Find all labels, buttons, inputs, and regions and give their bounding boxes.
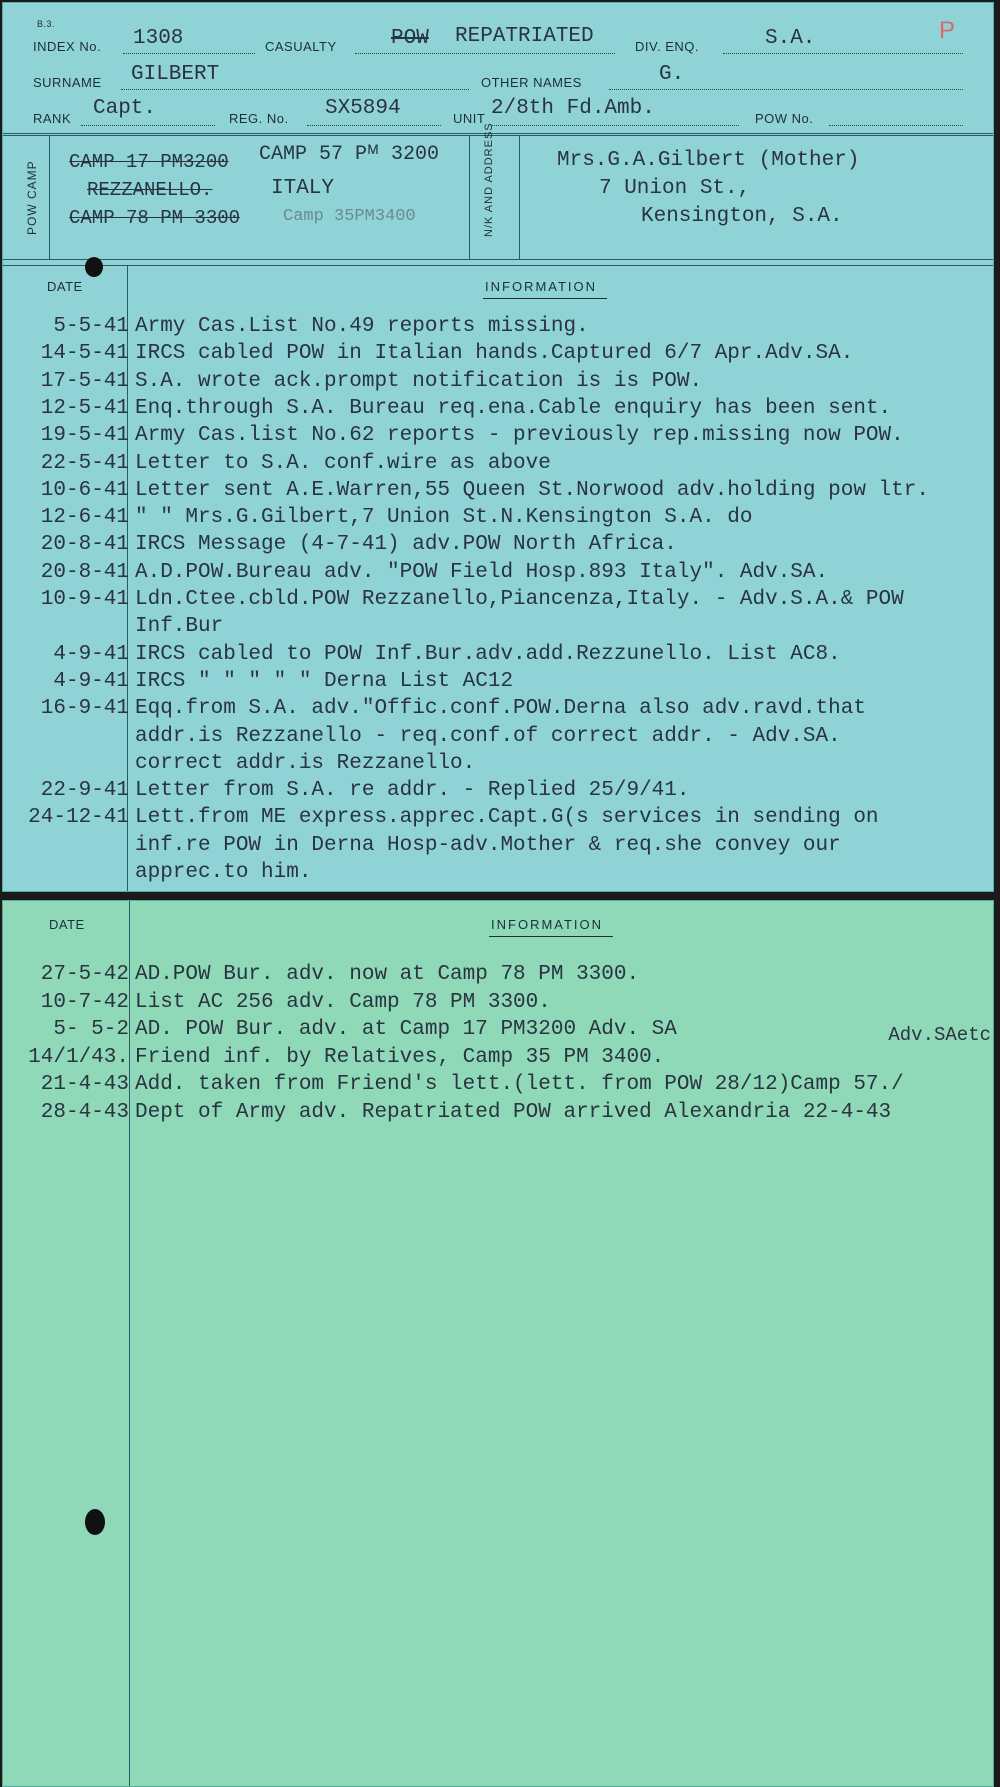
entry-info: Enq.through S.A. Bureau req.ena.Cable enquiry has been sent. (135, 396, 892, 420)
entry-row (3, 506, 995, 533)
entry-date: 22-5-41 (40, 451, 129, 475)
entry-row (3, 670, 995, 697)
casualty-label: CASUALTY (265, 39, 337, 54)
front-card (2, 2, 994, 892)
entry-info: Friend inf. by Relatives, Camp 35 PM 3400. (135, 1045, 665, 1069)
other-names-value: G. (659, 63, 685, 86)
entry-info: Letter to S.A. conf.wire as above (135, 451, 551, 475)
entry-date: 10-9-41 (40, 588, 129, 611)
entry-date: 5-5-41 (53, 315, 129, 338)
address-line-2: 7 Union St., (599, 177, 751, 200)
entry-row (3, 615, 995, 642)
entry-date: 20-8-41 (40, 560, 129, 584)
entry-info: List AC 256 adv. Camp 78 PM 3300. (135, 990, 551, 1014)
entry-info: IRCS cabled POW in Italian hands.Captured 6/7 Apr.Adv.SA. (135, 342, 854, 366)
entry-row (3, 588, 995, 615)
entry-info: " " Mrs.G.Gilbert,7 Union St.N.Kensington S.A. do (135, 506, 753, 530)
entry-info: Lett.from ME express.apprec.Capt.G(s services in sending on (135, 806, 879, 830)
address-line-1: Mrs.G.A.Gilbert (Mother) (557, 149, 860, 172)
entry-row (3, 561, 995, 588)
entry-row (3, 370, 995, 397)
rank-label: RANK (33, 111, 72, 126)
entry-info: IRCS Message (4-7-41) adv.POW North Africa. (135, 533, 677, 557)
entry-info: addr.is Rezzanello - req.conf.of correct addr. - Adv.SA. (135, 724, 841, 748)
entry-row (3, 452, 995, 479)
back-date-header: DATE (49, 917, 85, 932)
entry-date: 5- 5-2 (53, 1018, 129, 1041)
unit-label: UNIT (453, 111, 486, 126)
index-value: 1308 (133, 27, 184, 50)
info-header: INFORMATION (485, 279, 598, 294)
pencil-mark: P (939, 17, 956, 44)
camp-line-1-struck: CAMP 17 PM3200 (69, 151, 229, 173)
entry-row (3, 779, 995, 806)
entry-date: 17-5-41 (40, 369, 129, 393)
unit-value: 2/8th Fd.Amb. (491, 97, 655, 120)
entry-date: 14-5-41 (40, 342, 129, 366)
casualty-value: REPATRIATED (455, 25, 594, 48)
entry-info: Eqq.from S.A. adv."Offic.conf.POW.Derna also adv.ravd.that (135, 697, 866, 721)
entry-row (3, 861, 995, 888)
entry-date: 24-12-41 (28, 806, 129, 830)
entry-row (3, 834, 995, 861)
entry-row (3, 397, 995, 424)
camp-line-3-struck: CAMP 78 PM 3300 (69, 207, 241, 229)
entry-date: 16-9-41 (40, 697, 129, 721)
entry-date: 20-8-41 (40, 533, 129, 557)
entry-info: Inf.Bur (135, 615, 224, 639)
surname-label: SURNAME (33, 75, 102, 90)
entry-row (3, 752, 995, 779)
entry-row (3, 963, 995, 990)
entry-row (3, 1073, 995, 1100)
entry-info: IRCS " " " " " Derna List AC12 (135, 669, 514, 693)
back-info-header: INFORMATION (491, 917, 604, 932)
entry-info: S.A. wrote ack.prompt notification is is POW. (135, 369, 703, 393)
entry-info: Army Cas.List No.49 reports missing. (135, 315, 589, 338)
back-card (2, 900, 994, 1787)
casualty-struck: POW (391, 27, 429, 50)
entry-info: A.D.POW.Bureau adv. "POW Field Hosp.893 Italy". Adv.SA. (135, 560, 829, 584)
entry-row (3, 697, 995, 724)
entry-info: AD. POW Bur. adv. at Camp 17 PM3200 Adv. SA (135, 1018, 677, 1041)
entry-date: 14/1/43. (28, 1045, 129, 1069)
camp-line-2-struck: REZZANELLO. (87, 179, 213, 201)
entry-row (3, 342, 995, 369)
entry-date: 27-5-42 (40, 963, 129, 986)
pow-camp-label: POW CAMP (25, 160, 39, 235)
entry-row (3, 725, 995, 752)
camp-line-2: ITALY (271, 177, 335, 200)
entry-row (3, 315, 995, 342)
entry-row (3, 1018, 995, 1045)
entry-row (3, 533, 995, 560)
form-code: B.3. (37, 19, 56, 29)
rank-value: Capt. (93, 97, 157, 120)
entry-date: 19-5-41 (40, 424, 129, 448)
entry-info: IRCS cabled to POW Inf.Bur.adv.add.Rezzunello. List AC8. (135, 642, 841, 666)
camp-line-3: Camp 35PM3400 (283, 207, 416, 226)
entry-info: AD.POW Bur. adv. now at Camp 78 PM 3300. (135, 963, 640, 986)
entry-row (3, 806, 995, 833)
entry-note: Adv.SAetc (888, 1023, 991, 1046)
entry-date: 4-9-41 (53, 669, 129, 693)
reg-value: SX5894 (325, 97, 401, 120)
nk-address-label: N/K AND ADDRESS (483, 122, 495, 237)
entry-date: 28-4-43 (40, 1100, 129, 1124)
address-line-3: Kensington, S.A. (641, 205, 843, 228)
entry-row (3, 1101, 995, 1128)
entry-info: Letter from S.A. re addr. - Replied 25/9/41. (135, 779, 690, 803)
entry-date: 12-6-41 (40, 506, 129, 530)
entry-info: Letter sent A.E.Warren,55 Queen St.Norwood adv.holding pow ltr. (135, 478, 929, 502)
entry-info: inf.re POW in Derna Hosp-adv.Mother & req.she convey our (135, 833, 841, 857)
entry-row (3, 424, 995, 451)
pow-no-label: POW No. (755, 111, 814, 126)
entry-date: 21-4-43 (40, 1073, 129, 1096)
date-header: DATE (47, 279, 83, 294)
entry-info: Add. taken from Friend's lett.(lett. from POW 28/12)Camp 57./ (135, 1073, 904, 1096)
div-enq-label: DIV. ENQ. (635, 39, 699, 54)
entry-date: 10-7-42 (40, 990, 129, 1014)
entry-info: apprec.to him. (135, 861, 312, 884)
reg-label: REG. No. (229, 111, 289, 126)
surname-value: GILBERT (131, 63, 220, 86)
entry-info: Dept of Army adv. Repatriated POW arrived Alexandria 22-4-43 (135, 1100, 892, 1124)
entry-date: 4-9-41 (53, 642, 129, 666)
camp-line-1: CAMP 57 Pᴹ 3200 (259, 143, 440, 166)
entry-info: Army Cas.list No.62 reports - previously rep.missing now POW. (135, 424, 904, 448)
entry-row (3, 991, 995, 1018)
entry-row (3, 479, 995, 506)
entry-info: Ldn.Ctee.cbld.POW Rezzanello,Piancenza,Italy. - Adv.S.A.& POW (135, 588, 904, 611)
index-label: INDEX No. (33, 39, 102, 54)
div-enq-value: S.A. (765, 27, 816, 50)
entry-info: correct addr.is Rezzanello. (135, 751, 476, 775)
entry-date: 22-9-41 (40, 779, 129, 803)
entry-row (3, 643, 995, 670)
entry-date: 10-6-41 (40, 478, 129, 502)
other-names-label: OTHER NAMES (481, 75, 582, 90)
entry-date: 12-5-41 (40, 396, 129, 420)
